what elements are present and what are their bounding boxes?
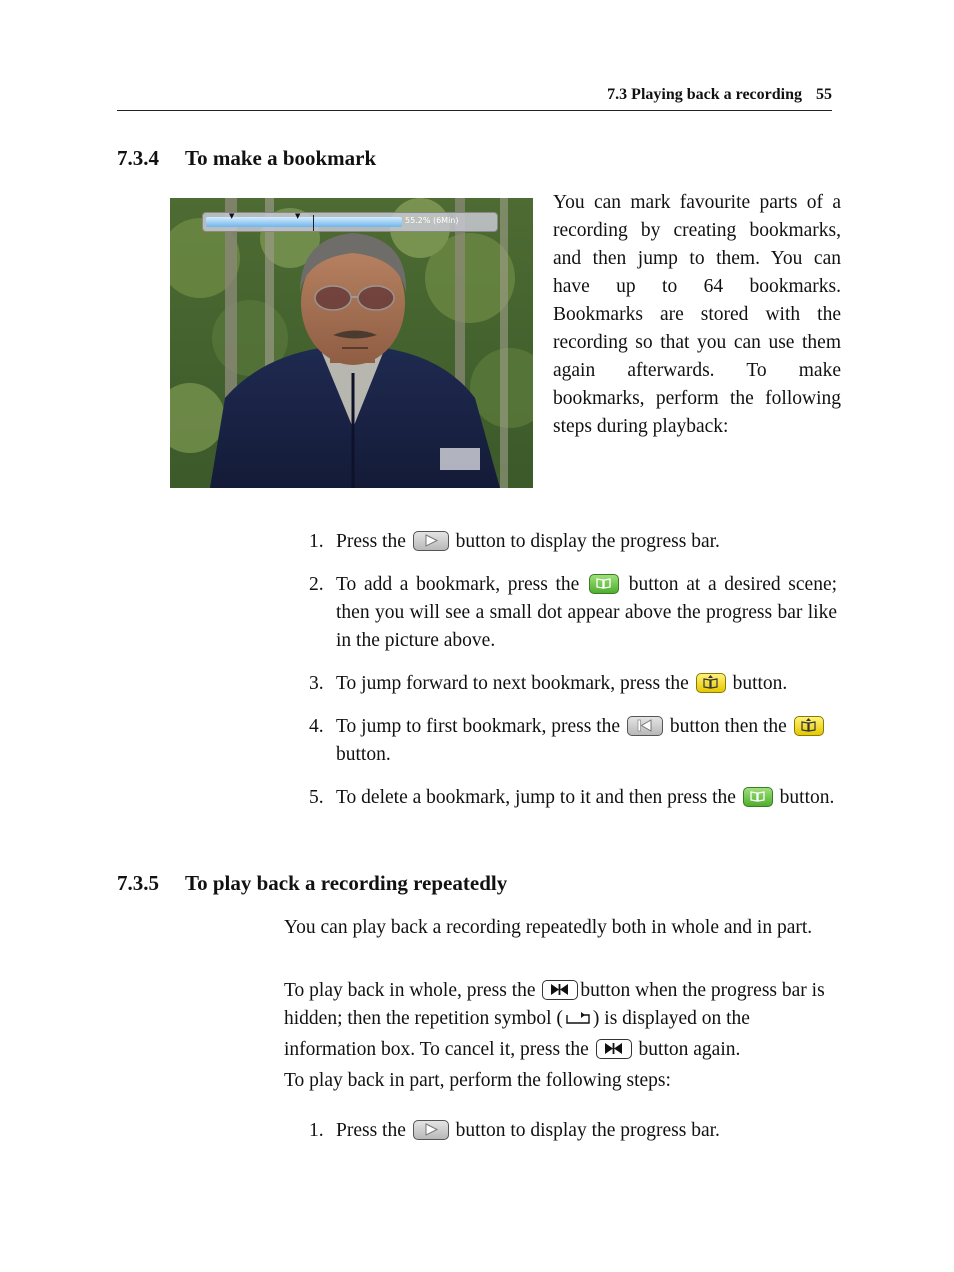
- bookmark-marker-2: ▼: [295, 212, 301, 220]
- play-button-icon: [413, 531, 449, 551]
- step-text: Press the: [336, 531, 406, 552]
- step-text: button to display the progress bar.: [455, 1120, 720, 1141]
- section-title: To make a bookmark: [185, 146, 377, 170]
- step-number: 4.: [309, 716, 324, 737]
- list-item: [309, 528, 837, 556]
- list-item: [309, 1117, 837, 1145]
- repeat-play-button-icon: [542, 980, 578, 1000]
- play-button-icon: [413, 1120, 449, 1140]
- step-text: button at a desired scene; then you will see a small dot appear above the progress bar like in the picture above.: [336, 574, 838, 651]
- step-number: 2.: [309, 574, 324, 595]
- repeat-intro-paragraph: You can play back a recording repeatedly both in whole and in part.: [284, 917, 813, 938]
- photo-illustration: [170, 198, 533, 488]
- paragraph-text: button again.: [638, 1039, 741, 1060]
- section-heading-7-3-5: [117, 871, 507, 896]
- skip-to-start-button-icon: [627, 716, 663, 736]
- step-text: To jump forward to next bookmark, press the: [336, 673, 689, 694]
- step-number: 3.: [309, 673, 324, 694]
- section-heading-7-3-4: [117, 146, 376, 171]
- bookmark-steps-list: [309, 528, 837, 827]
- step-text: button then the: [669, 716, 787, 737]
- paragraph-text: ) is displayed on the information box. To cancel it, press the: [284, 1008, 750, 1060]
- step-text: To add a bookmark, press the: [336, 574, 580, 595]
- green-bookmark-button-icon: [589, 574, 619, 594]
- section-number: 7.3.4: [117, 146, 159, 170]
- progress-bar-overlay: [202, 212, 498, 232]
- step-number: 1.: [309, 531, 324, 552]
- yellow-bookmark-button-icon: [794, 716, 824, 736]
- paragraph-text: button when the progress bar is hidden; then the repetition symbol (: [284, 980, 825, 1029]
- playback-screenshot-photo: [170, 198, 533, 488]
- running-header: [117, 86, 832, 111]
- step-text: button.: [779, 787, 835, 808]
- list-item: [309, 713, 837, 769]
- step-text: button to display the progress bar.: [455, 531, 720, 552]
- repeat-steps-list: [309, 1117, 837, 1160]
- section-number: 7.3.5: [117, 871, 159, 895]
- page-number: 55: [816, 86, 832, 103]
- yellow-bookmark-button-icon: [696, 673, 726, 693]
- list-item: [309, 571, 837, 655]
- repeat-whole-paragraph: [284, 977, 836, 1064]
- repeat-part-paragraph: To play back in part, perform the following steps:: [284, 1070, 671, 1091]
- paragraph-text: To play back in whole, press the: [284, 980, 536, 1001]
- header-section-title: 7.3 Playing back a recording: [607, 86, 802, 103]
- progress-bar-fill: [206, 217, 402, 227]
- section-title: To play back a recording repeatedly: [185, 871, 508, 895]
- list-item: [309, 784, 837, 812]
- green-bookmark-button-icon: [743, 787, 773, 807]
- repetition-symbol-icon: [563, 1008, 593, 1036]
- step-number: 1.: [309, 1120, 324, 1141]
- step-text: Press the: [336, 1120, 406, 1141]
- step-text: button.: [336, 744, 391, 765]
- repeat-play-button-icon: [596, 1039, 632, 1059]
- progress-label: 55.2% (6Min): [405, 216, 459, 225]
- step-text: To delete a bookmark, jump to it and then press the: [336, 787, 736, 808]
- bookmark-marker-1: ▼: [229, 212, 235, 220]
- progress-position-marker: [313, 215, 314, 231]
- step-number: 5.: [309, 787, 324, 808]
- step-text: button.: [732, 673, 788, 694]
- bookmark-intro-paragraph: You can mark favourite parts of a recording by creating bookmarks, and then jump to them. You can have up to 64 bookmarks. Bookmarks are stored with the recording so that you can use them again afterwards. To make bookmarks, perform the following steps during playback:: [553, 192, 841, 437]
- list-item: [309, 670, 837, 698]
- step-text: To jump to first bookmark, press the: [336, 716, 621, 737]
